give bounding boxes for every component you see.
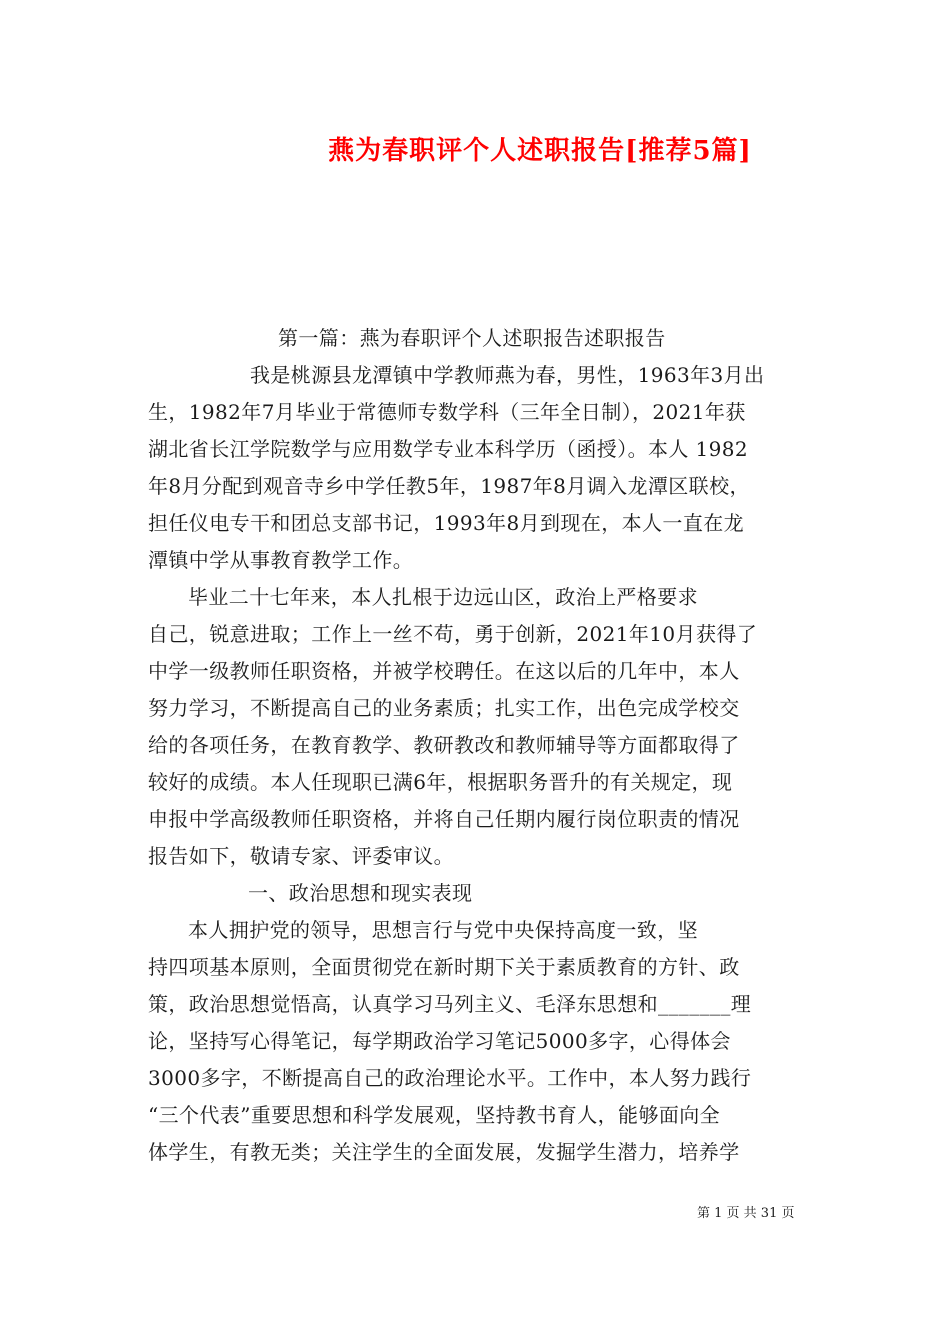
- page-number-footer: 第 1 页 共 31 页: [697, 1206, 795, 1221]
- document-title: 燕为春职评个人述职报告[推荐5篇]: [328, 136, 752, 166]
- paragraph-2: 毕业二十七年来，本人扎根于边远山区，政治上严格要求 自己，锐意进取；工作上一丝不苟，勇于创新，2021年10月获得了 中学一级教师任职资格，并被学校聘任。在这以后的几年中，本人 努力学习，不断提高自己的业务素质；扎实工作，出色完成学校交 给的各项任务，在教育教学、教研教改和教师辅导等方面都取得了 较好的成绩。本人任现职已满6年，根据职务晋升的有关规定，现 申报中学高级教师任职资格，并将自己任期内履行岗位职责的情况 报告如下，敬请专家、评委审议。: [148, 585, 758, 868]
- section-subtitle: 第一篇：燕为春职评个人述职报告述职报告: [278, 326, 666, 350]
- document-body: [148, 320, 808, 1171]
- section-heading: 一、政治思想和现实表现: [248, 881, 473, 905]
- paragraph-1: 我是桃源县龙潭镇中学教师燕为春，男性，1963年3月出 生，1982年7月毕业于常德师专数学科（三年全日制），2021年获 湖北省长江学院数学与应用数学专业本科学历（函授）。本人 1982 年8月分配到观音寺乡中学任教5年，1987年8月调入龙潭区联校， 担任仪电专干和团总支部书记，1993年8月到现在，本人一直在龙 潭镇中学从事教育教学工作。: [148, 363, 765, 572]
- paragraph-3: 本人拥护党的领导，思想言行与党中央保持高度一致，坚 持四项基本原则，全面贯彻党在新时期下关于素质教育的方针、政 策，政治思想觉悟高，认真学习马列主义、毛泽东思想和_______理 论，坚持写心得笔记，每学期政治学习笔记5000多字，心得体会 3000多字，不断提高自己的政治理论水平。工作中，本人努力践行 “三个代表”重要思想和科学发展观，坚持教书育人，能够面向全 体学生，有教无类；关注学生的全面发展，发掘学生潜力，培养学: [148, 918, 752, 1164]
